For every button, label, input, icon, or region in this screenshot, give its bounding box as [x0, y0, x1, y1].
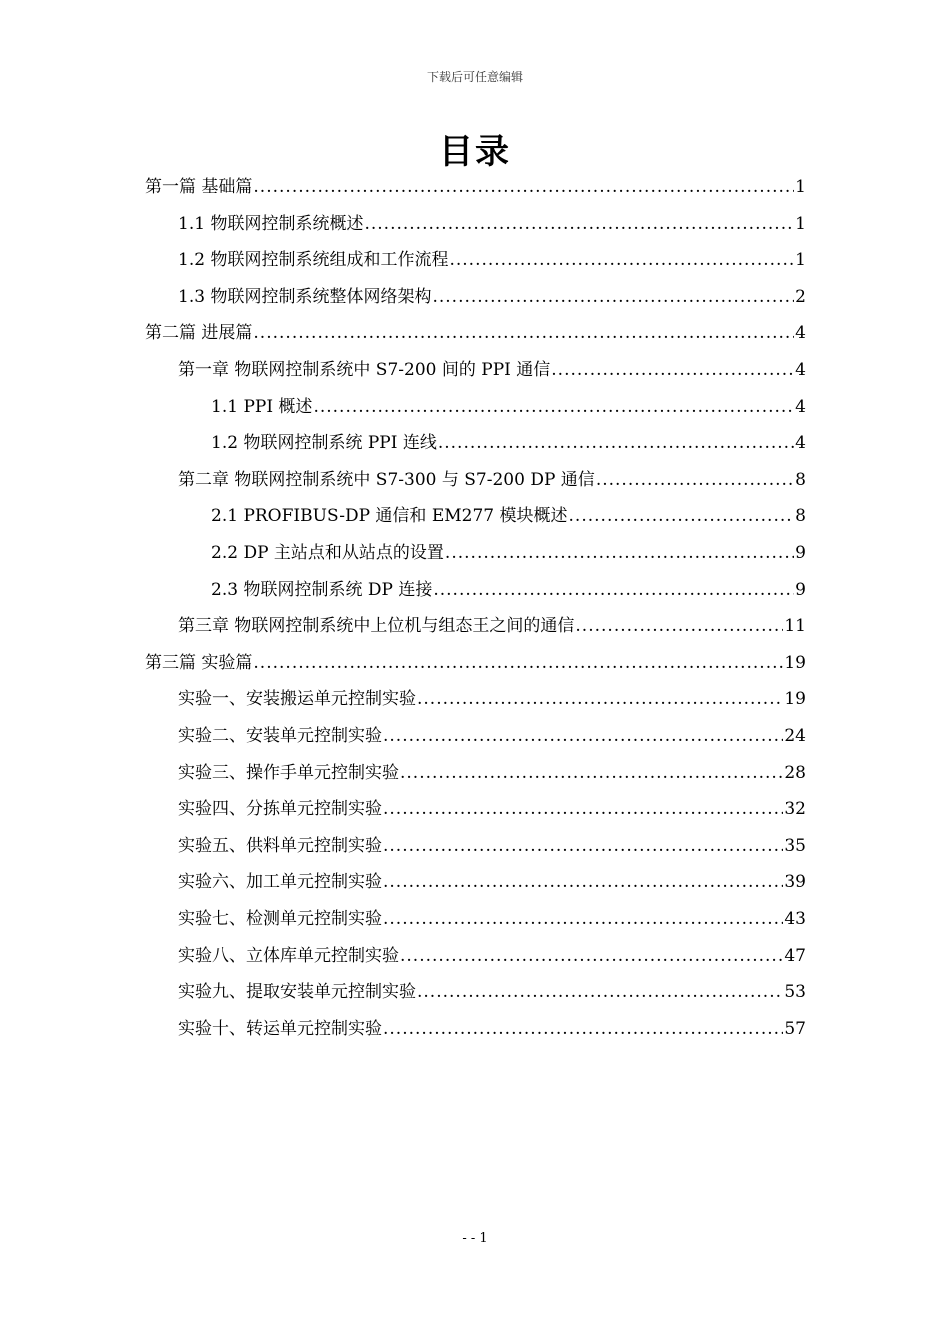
toc-dot-leader	[364, 210, 794, 238]
toc-entry-page: 43	[784, 909, 806, 929]
toc-entry[interactable]	[178, 942, 806, 970]
page-title: 目录	[439, 132, 511, 172]
toc-entry[interactable]	[178, 1015, 806, 1043]
toc-entry-label: 实验九、提取安装单元控制实验	[178, 982, 416, 1003]
toc-entry-label: 实验二、安装单元控制实验	[178, 726, 382, 746]
toc-dot-leader	[383, 832, 783, 860]
toc-entry-page: 32	[784, 799, 806, 820]
toc-entry-label: 实验一、安装搬运单元控制实验	[178, 689, 416, 710]
toc-entry[interactable]	[178, 978, 806, 1006]
toc-entry-label: 第一篇 基础篇	[145, 177, 253, 197]
toc-entry-label: 实验五、供料单元控制实验	[178, 835, 382, 856]
toc-entry[interactable]	[211, 429, 806, 457]
toc-dot-leader	[253, 319, 794, 347]
toc-entry-page: 9	[795, 579, 806, 600]
toc-dot-leader	[417, 685, 783, 713]
toc-entry-label: 实验七、检测单元控制实验	[178, 909, 382, 929]
toc-entry-page: 19	[784, 689, 806, 710]
toc-dot-leader	[383, 1015, 783, 1043]
toc-dot-leader	[445, 539, 794, 567]
toc-entry[interactable]	[178, 722, 806, 750]
toc-entry-page: 28	[784, 762, 806, 783]
toc-dot-leader	[438, 429, 794, 457]
toc-dot-leader	[400, 942, 783, 970]
toc-dot-leader	[253, 173, 794, 201]
header-note: 下载后可任意编辑	[426, 70, 523, 84]
toc-entry-page: 53	[784, 982, 806, 1003]
toc-dot-leader	[253, 649, 783, 677]
toc-entry[interactable]	[178, 466, 806, 494]
toc-dot-leader	[400, 759, 783, 787]
toc-entry[interactable]	[211, 502, 806, 530]
toc-entry-page: 9	[795, 543, 806, 563]
toc-entry[interactable]	[211, 576, 806, 604]
toc-entry[interactable]	[145, 173, 806, 201]
toc-dot-leader	[449, 246, 794, 274]
toc-entry-label: 第一章 物联网控制系统中 S7-200 间的 PPI 通信	[178, 360, 551, 380]
toc-entry-label: 实验十、转运单元控制实验	[178, 1018, 382, 1039]
toc-dot-leader	[383, 868, 783, 896]
toc-entry[interactable]	[178, 246, 806, 274]
toc-entry[interactable]	[178, 283, 806, 311]
toc-entry[interactable]	[211, 393, 806, 421]
toc-entry[interactable]	[178, 795, 806, 823]
toc-entry[interactable]	[211, 539, 806, 567]
toc-dot-leader	[551, 356, 794, 384]
toc-entry-label: 2.1 PROFIBUS-DP 通信和 EM277 模块概述	[211, 506, 568, 527]
toc-entry-label: 第三章 物联网控制系统中上位机与组态王之间的通信	[178, 616, 575, 637]
toc-entry[interactable]	[178, 685, 806, 713]
toc-entry-label: 实验四、分拣单元控制实验	[178, 799, 382, 820]
toc-entry-label: 2.2 DP 主站点和从站点的设置	[211, 543, 444, 563]
toc-entry-label: 第三篇 实验篇	[145, 652, 253, 673]
toc-entry[interactable]	[145, 649, 806, 677]
toc-entry[interactable]	[178, 868, 806, 896]
toc-dot-leader	[417, 978, 783, 1006]
toc-entry-label: 1.2 物联网控制系统组成和工作流程	[178, 250, 449, 271]
toc-dot-leader	[432, 283, 794, 311]
toc-entry-label: 实验八、立体库单元控制实验	[178, 945, 399, 966]
toc-dot-leader	[596, 466, 794, 494]
toc-entry-page: 4	[795, 433, 806, 454]
toc-dot-leader	[383, 905, 783, 933]
toc-entry[interactable]	[178, 356, 806, 384]
toc-dot-leader	[313, 393, 794, 421]
toc-entry[interactable]	[145, 319, 806, 347]
toc-entry-label: 1.3 物联网控制系统整体网络架构	[178, 286, 432, 307]
toc-entry-page: 19	[784, 652, 806, 673]
toc-entry-page: 47	[784, 945, 806, 966]
toc-entry-page: 4	[795, 396, 806, 417]
toc-entry-page: 39	[784, 872, 806, 893]
toc-entry-label: 1.1 PPI 概述	[211, 396, 313, 417]
toc-entry-page: 4	[795, 360, 806, 380]
toc-entry[interactable]	[178, 759, 806, 787]
toc-entry-page: 57	[784, 1018, 806, 1039]
toc-entry-label: 实验三、操作手单元控制实验	[178, 762, 399, 783]
toc-entry[interactable]	[178, 832, 806, 860]
toc-entry-label: 第二章 物联网控制系统中 S7-300 与 S7-200 DP 通信	[178, 469, 595, 490]
page-number: - - 1	[462, 1231, 488, 1246]
toc-entry-label: 2.3 物联网控制系统 DP 连接	[211, 579, 433, 600]
toc-entry-page: 1	[795, 213, 806, 234]
toc-entry-page: 2	[795, 286, 806, 307]
toc-entry-page: 4	[795, 323, 806, 344]
toc-dot-leader	[433, 576, 794, 604]
toc-entry[interactable]	[178, 612, 806, 640]
toc-entry-page: 1	[795, 177, 806, 197]
toc-dot-leader	[575, 612, 783, 640]
toc-entry-page: 8	[795, 506, 806, 527]
toc-entry-page: 11	[784, 616, 806, 637]
toc-entry[interactable]	[178, 210, 806, 238]
toc-entry-label: 第二篇 进展篇	[145, 323, 253, 344]
toc-entry-label: 1.2 物联网控制系统 PPI 连线	[211, 433, 437, 454]
toc-entry-page: 8	[795, 469, 806, 490]
toc-entry-label: 实验六、加工单元控制实验	[178, 872, 382, 893]
toc-dot-leader	[569, 502, 795, 530]
toc-dot-leader	[383, 795, 783, 823]
toc-dot-leader	[383, 722, 783, 750]
toc-entry-page: 1	[795, 250, 806, 271]
toc-entry-label: 1.1 物联网控制系统概述	[178, 213, 364, 234]
toc-entry[interactable]	[178, 905, 806, 933]
toc-entry-page: 24	[784, 726, 806, 746]
toc-entry-page: 35	[784, 835, 806, 856]
